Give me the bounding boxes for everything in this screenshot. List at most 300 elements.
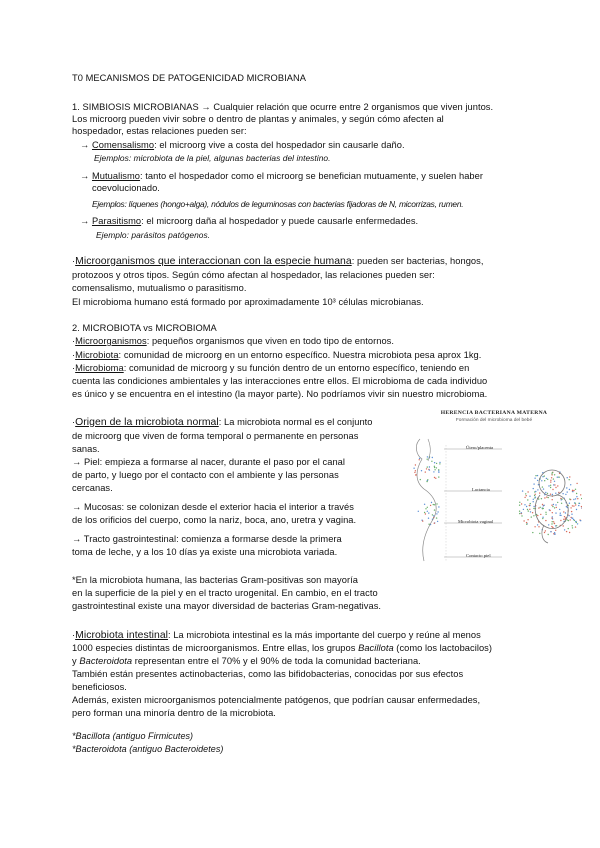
def-microorganismos: ·Microorganismos: pequeños organismos que viven en todo tipo de entornos. <box>72 336 395 346</box>
bacteria-dot <box>571 514 572 515</box>
bacteria-dot <box>550 494 551 495</box>
bacteria-dot <box>573 490 574 491</box>
mutualismo-item: → Mutualismo: tanto el hospedador como el microorg se benefician mutuamente, y suelen haber <box>80 171 483 181</box>
bacteria-dot <box>566 487 567 488</box>
origen-line: sanas. <box>72 444 100 454</box>
bacteria-dot <box>550 485 551 486</box>
bacteria-dot <box>434 462 435 463</box>
bacteria-dot <box>576 496 577 497</box>
figure-label: Útero/placenta <box>466 445 494 450</box>
bacteria-dot <box>546 496 547 497</box>
bacteria-dot <box>534 526 535 527</box>
bacteria-dot <box>525 493 526 494</box>
bacteria-dot <box>526 495 527 496</box>
bacteria-dot <box>524 497 525 498</box>
bacteria-dot <box>551 526 552 527</box>
bacteria-dot <box>522 490 523 491</box>
bacteria-dot <box>537 475 538 476</box>
bacteria-dot <box>542 517 543 518</box>
bacteria-dot <box>438 469 439 470</box>
bacteria-dot <box>572 527 573 528</box>
bacteria-dot <box>578 505 579 506</box>
figure-title: HERENCIA BACTERIANA MATERNA <box>440 410 548 416</box>
intestinal-line: Además, existen microorganismos potencialmente patógenos, que podrían causar enfermedades, <box>72 695 481 705</box>
bacteria-dot <box>566 531 567 532</box>
bacteria-dot <box>557 485 558 486</box>
origen-line: de microorg que viven de forma temporal o permanente en personas <box>72 431 359 441</box>
bacteria-dot <box>549 509 550 510</box>
bacteria-dot <box>526 522 527 523</box>
bacteria-dot <box>554 484 555 485</box>
intestinal-line: beneficiosos. <box>72 682 127 692</box>
bacteria-dot <box>431 461 432 462</box>
bacteria-dot <box>550 480 551 481</box>
bacteria-dot <box>540 507 541 508</box>
bacteria-dot <box>542 476 543 477</box>
bacteria-dot <box>425 471 426 472</box>
bacteria-dot <box>438 476 439 477</box>
bacteria-dot <box>555 512 556 513</box>
figure-label: Microbiota vaginal <box>458 519 494 524</box>
bacteria-dot <box>544 497 545 498</box>
bacteria-dot <box>436 517 437 518</box>
bacteria-dot <box>437 511 438 512</box>
bacteria-dot <box>430 505 431 506</box>
bacteria-dot <box>519 511 520 512</box>
bacteria-dot <box>543 505 544 506</box>
bacteria-dot <box>438 506 439 507</box>
bacteria-dot <box>434 523 435 524</box>
section1-line: Los microorg pueden vivir sobre o dentro de plantas y animales, y según cómo afecten al <box>72 114 444 124</box>
maternal-inheritance-figure <box>406 409 582 569</box>
bacteria-dot <box>546 478 547 479</box>
bacteria-dot <box>581 506 582 507</box>
figure-subtitle: Formación del microbioma del bebé <box>455 418 533 423</box>
bacteria-dot <box>523 520 524 521</box>
bacteria-dot <box>432 514 433 515</box>
bacteria-dot <box>545 520 546 521</box>
bacteria-dot <box>567 477 568 478</box>
bacteria-dot <box>547 493 548 494</box>
origen-para: ·Origen de la microbiota normal: La microbiota normal es el conjunto <box>72 417 373 428</box>
bacteria-dot <box>519 513 520 514</box>
bacteria-dot <box>557 502 558 503</box>
bacteria-dot <box>551 517 552 518</box>
bacteria-dot <box>560 520 561 521</box>
bacteria-dot <box>544 480 545 481</box>
def-term: Microorganismos <box>75 336 147 346</box>
bacteria-dot <box>561 498 562 499</box>
comensalismo-example: Ejemplos: microbiota de la piel, algunas bacterias del intestino. <box>94 153 331 163</box>
bacteria-dot <box>569 532 570 533</box>
bacteria-dot <box>572 490 573 491</box>
bacteria-dot <box>542 486 543 487</box>
bacteria-dot <box>433 471 434 472</box>
bacteria-dot <box>527 509 528 510</box>
bacteria-dot <box>533 488 534 489</box>
bacteria-dot <box>415 474 416 475</box>
bacteria-dot <box>570 484 571 485</box>
bacteria-dot <box>560 513 561 514</box>
bacteria-dot <box>427 456 428 457</box>
bacteria-dot <box>431 502 432 503</box>
bacteria-dot <box>568 528 569 529</box>
bacteria-dots <box>413 456 582 535</box>
bacteria-dot <box>526 524 527 525</box>
bacteria-dot <box>538 526 539 527</box>
gram-note-line: en la superficie de la piel y en el tracto urogenital. En cambio, en el tracto <box>72 588 378 598</box>
bacteria-dot <box>531 516 532 517</box>
bacteria-dot <box>532 512 533 513</box>
bacteria-dot <box>552 512 553 513</box>
bacteria-dot <box>435 478 436 479</box>
bacteria-dot <box>434 467 435 468</box>
def-microbioma: ·Microbioma: comunidad de microorg y su función dentro de un entorno específico, teniendo en <box>72 363 470 373</box>
bacteria-dot <box>552 506 553 507</box>
bacteria-dot <box>564 529 565 530</box>
bacteria-dot <box>569 489 570 490</box>
bacteria-dot <box>563 525 564 526</box>
bacteria-dot <box>427 507 428 508</box>
bacteria-dot <box>519 505 520 506</box>
bacteria-dot <box>564 516 565 517</box>
bacteria-dot <box>565 512 566 513</box>
footnote: *Bacillota (antiguo Firmicutes) <box>72 731 194 741</box>
bacteria-dot <box>555 487 556 488</box>
bacteria-dot <box>434 466 435 467</box>
intestinal-term: Microbiota intestinal <box>75 630 169 641</box>
bacteria-dot <box>576 493 577 494</box>
piel-line: → Piel: empieza a formarse al nacer, durante el paso por el canal <box>72 457 346 467</box>
bacteria-dot <box>541 480 542 481</box>
section1-heading: 1. SIMBIOSIS MICROBIANAS → Cualquier relación que ocurre entre 2 organismos que viven juntos. <box>72 102 494 112</box>
tracto-line: toma de leche, y a los 10 días ya existe una microbiota variada. <box>72 547 338 557</box>
bacteria-dot <box>571 517 572 518</box>
bacteria-dot <box>568 520 569 521</box>
mucosas-line: de los orificios del cuerpo, como la nariz, boca, ano, uretra y vagina. <box>72 515 357 525</box>
bacteria-dot <box>415 464 416 465</box>
bacteria-dot <box>532 532 533 533</box>
mutualismo-example: Ejemplos: líquenes (hongo+alga), nódulos de leguminosas con bacterias fijadoras de N, micorrizas, rumen. <box>92 199 464 209</box>
bacteria-dot <box>576 522 577 523</box>
interaction-line: protozoos y otros tipos. Según cómo afectan al hospedador, las relaciones pueden ser: <box>72 270 435 280</box>
bacteria-dot <box>533 506 534 507</box>
bacteria-dot <box>438 472 439 473</box>
bacteria-dot <box>551 477 552 478</box>
bacteria-dot <box>533 499 534 500</box>
bacteria-dot <box>424 512 425 513</box>
bacteria-dot <box>552 516 553 517</box>
bacteria-dot <box>533 483 534 484</box>
bacteria-dot <box>558 492 559 493</box>
bacteria-dot <box>579 503 580 504</box>
bacteria-dot <box>552 472 553 473</box>
bacteria-dot <box>538 498 539 499</box>
bacteria-dot <box>545 514 546 515</box>
bacteria-dot <box>521 512 522 513</box>
bacteria-dot <box>574 520 575 521</box>
bacteria-dot <box>539 533 540 534</box>
bacteria-dot <box>557 477 558 478</box>
section2-heading: 2. MICROBIOTA vs MICROBIOMA <box>72 323 217 333</box>
tracto-line: → Tracto gastrointestinal: comienza a formarse desde la primera <box>72 534 342 544</box>
bacteria-dot <box>575 498 576 499</box>
figure-illustration <box>406 409 582 569</box>
bacteria-dot <box>552 499 553 500</box>
bacteria-dot <box>553 521 554 522</box>
intestinal-line: También están presentes actinobacterias, como las bifidobacterias, conocidas por sus efectos <box>72 669 464 679</box>
bacteria-dot <box>543 508 544 509</box>
bacteria-dot <box>537 480 538 481</box>
bacteria-dot <box>550 487 551 488</box>
bacteria-dot <box>562 493 563 494</box>
intestinal-para: ·Microbiota intestinal: La microbiota intestinal es la más importante del cuerpo y reúne al menos <box>72 630 481 641</box>
bacteria-dot <box>528 510 529 511</box>
bacteria-dot <box>577 498 578 499</box>
bacteria-dot <box>573 505 574 506</box>
bacteria-dot <box>529 496 530 497</box>
section1-line: hospedador, estas relaciones pueden ser: <box>72 126 247 136</box>
bacteria-dot <box>434 504 435 505</box>
bacteria-dot <box>575 489 576 490</box>
bacteria-dot <box>550 531 551 532</box>
bacteria-dot <box>540 514 541 515</box>
bacteria-dot <box>427 511 428 512</box>
bacteria-dot <box>572 525 573 526</box>
intestinal-line: 1000 especies distintas de microorganismos. Entre ellas, los grupos Bacillota (como los lactobacilos) <box>72 643 493 653</box>
mucosas-line: → Mucosas: se colonizan desde el exterior hacia el interior a través <box>72 502 354 512</box>
bacteria-dot <box>534 478 535 479</box>
bacteria-dot <box>553 533 554 534</box>
bacteria-dot <box>544 475 545 476</box>
bacteria-dot <box>569 476 570 477</box>
doc-title: T0 MECANISMOS DE PATOGENICIDAD MICROBIANA <box>72 73 306 83</box>
bacteria-dot <box>566 506 567 507</box>
bacteria-dot <box>554 507 555 508</box>
parasitismo-term: Parasitismo <box>91 216 142 226</box>
bacteria-dot <box>552 489 553 490</box>
bacteria-dot <box>545 530 546 531</box>
bacteria-dot <box>551 473 552 474</box>
mother-outline <box>416 439 436 561</box>
bacteria-dot <box>538 507 539 508</box>
bacteria-dot <box>436 513 437 514</box>
bacteria-dot <box>436 503 437 504</box>
def-term: Microbiota <box>75 350 119 360</box>
bacteria-dot <box>542 504 543 505</box>
bacteria-dot <box>535 491 536 492</box>
bacteria-dot <box>426 468 427 469</box>
bacteria-dot <box>572 491 573 492</box>
bacteria-dot <box>544 532 545 533</box>
bacteria-dot <box>437 521 438 522</box>
mutualismo-term: Mutualismo <box>91 171 141 181</box>
bacteria-dot <box>434 477 435 478</box>
bacteria-dot <box>424 504 425 505</box>
bacteria-dot <box>567 491 568 492</box>
bacteria-dot <box>523 509 524 510</box>
bacteria-dot <box>533 501 534 502</box>
bacteria-dot <box>537 524 538 525</box>
intestinal-line: pero forman una minoría dentro de la microbiota. <box>72 708 276 718</box>
bacteria-dot <box>552 494 553 495</box>
bacteria-dot <box>559 515 560 516</box>
bacteria-dot <box>556 507 557 508</box>
bacteria-dot <box>553 504 554 505</box>
bacteria-dot <box>542 518 543 519</box>
interaction-para: ·Microorganismos que interaccionan con la especie humana: pueden ser bacterias, hongos, <box>72 256 484 267</box>
bacteria-dot <box>548 534 549 535</box>
bacteria-dot <box>576 509 577 510</box>
bacteria-dot <box>427 459 428 460</box>
bacteria-dot <box>534 495 535 496</box>
parasitismo-item: → Parasitismo: el microorg daña al hospedador y puede causarle enfermedades. <box>80 216 419 226</box>
piel-line: cercanas. <box>72 483 113 493</box>
bacteria-dot <box>527 499 528 500</box>
bacteria-dot <box>420 479 421 480</box>
bacteria-dot <box>563 519 564 520</box>
bacteria-dot <box>553 478 554 479</box>
bacteria-dot <box>527 519 528 520</box>
bacteria-dot <box>552 527 553 528</box>
bacteria-dot <box>436 463 437 464</box>
interaction-line: comensalismo, mutualismo o parasitismo. <box>72 283 247 293</box>
bacteria-dot <box>429 466 430 467</box>
def-microbioma-line: cuenta las condiciones ambientales y las interacciones entre ellos. El microbioma de cada individuo <box>72 376 488 386</box>
bacteria-dot <box>547 479 548 480</box>
bacteria-dot <box>565 494 566 495</box>
bacteria-dot <box>541 498 542 499</box>
bacteria-dot <box>572 505 573 506</box>
bacteria-dot <box>521 515 522 516</box>
bacteria-dot <box>429 469 430 470</box>
bacteria-dot <box>576 483 577 484</box>
gram-note-line: gastrointestinal existe una mayor diversidad de bacterias Gram-negativas. <box>72 601 382 611</box>
interaction-line: El microbioma humano está formado por aproximadamente 10³ células microbianas. <box>72 297 424 307</box>
bacteria-dot <box>434 509 435 510</box>
bacteria-dot <box>569 498 570 499</box>
bacteria-dot <box>548 485 549 486</box>
bacteria-dot <box>521 503 522 504</box>
piel-line: de parto, y luego por el contacto con el ambiente y las personas <box>72 470 339 480</box>
bacteria-dot <box>555 493 556 494</box>
bacteria-dot <box>548 524 549 525</box>
bacteria-dot <box>554 533 555 534</box>
bacteria-dot <box>573 499 574 500</box>
bacteria-dot <box>533 515 534 516</box>
bacteria-dot <box>575 504 576 505</box>
parasitismo-example: Ejemplo: parásitos patógenos. <box>96 230 211 240</box>
bacteria-dot <box>551 505 552 506</box>
bacteria-dot <box>537 489 538 490</box>
bacteria-dot <box>568 515 569 516</box>
bacteria-dot <box>555 504 556 505</box>
bacteria-dot <box>580 520 581 521</box>
bacteria-dot <box>439 463 440 464</box>
bacteria-dot <box>425 508 426 509</box>
bacteria-dot <box>426 481 427 482</box>
bacteria-dot <box>419 459 420 460</box>
bacteria-dot <box>421 470 422 471</box>
bacteria-dot <box>524 504 525 505</box>
footnote: *Bacteroidota (antiguo Bacteroidetes) <box>72 744 224 754</box>
def-microbioma-line: es único y se encuentra en el intestino (la mayor parte). No podríamos vivir sin nuestro microbioma. <box>72 389 488 399</box>
bacteria-dot <box>529 505 530 506</box>
gram-note-line: *En la microbiota humana, las bacterias Gram-positivas son mayoría <box>72 575 358 585</box>
bacteria-dot <box>575 503 576 504</box>
bacteria-dot <box>581 498 582 499</box>
comensalismo-term: Comensalismo <box>91 140 155 150</box>
bacteria-dot <box>543 488 544 489</box>
bacteria-dot <box>519 502 520 503</box>
bacteria-dot <box>575 526 576 527</box>
bacteria-dot <box>535 475 536 476</box>
bacteria-dot <box>552 521 553 522</box>
bacteria-dot <box>535 494 536 495</box>
bacteria-dot <box>553 484 554 485</box>
intestinal-line: y Bacteroidota representan entre el 70% y el 90% de toda la comunidad bacteriana. <box>72 656 421 666</box>
bacteria-dot <box>571 511 572 512</box>
bacteria-dot <box>555 525 556 526</box>
origen-term: Origen de la microbiota normal <box>75 417 219 428</box>
bacteria-dot <box>529 509 530 510</box>
bacteria-dot <box>436 467 437 468</box>
bacteria-dot <box>413 468 414 469</box>
bacteria-dot <box>530 511 531 512</box>
bacteria-dot <box>569 503 570 504</box>
bacteria-dot <box>577 523 578 524</box>
bacteria-dot <box>439 462 440 463</box>
bacteria-dot <box>559 509 560 510</box>
bacteria-dot <box>533 508 534 509</box>
comensalismo-item: → Comensalismo: el microorg vive a costa del hospedador sin causarle daño. <box>80 140 405 150</box>
bacteria-dot <box>554 523 555 524</box>
bacteria-dot <box>554 481 555 482</box>
bacteria-dot <box>548 497 549 498</box>
bacteria-dot <box>570 507 571 508</box>
bacteria-dot <box>418 511 419 512</box>
bacteria-dot <box>425 513 426 514</box>
bacteria-dot <box>422 520 423 521</box>
bacteria-dot <box>535 497 536 498</box>
bacteria-dot <box>427 479 428 480</box>
bacteria-dot <box>432 457 433 458</box>
figure-label: Lactancia <box>472 487 490 492</box>
bacteria-dot <box>537 515 538 516</box>
bacteria-dot <box>434 469 435 470</box>
bacteria-dot <box>526 506 527 507</box>
bacteria-dot <box>527 491 528 492</box>
bacteria-dot <box>539 492 540 493</box>
bacteria-dot <box>415 470 416 471</box>
bacteria-dot <box>563 511 564 512</box>
bacteria-dot <box>550 481 551 482</box>
bacteria-dot <box>545 492 546 493</box>
bacteria-dot <box>428 512 429 513</box>
bacteria-dot <box>561 503 562 504</box>
bacteria-dot <box>551 523 552 524</box>
figure-label: Contacto piel <box>466 553 491 558</box>
bacteria-dot <box>530 503 531 504</box>
bacteria-dot <box>580 494 581 495</box>
bacteria-dot <box>555 530 556 531</box>
bacteria-dot <box>427 466 428 467</box>
bacteria-dot <box>558 476 559 477</box>
def-term: Microbioma <box>75 363 124 373</box>
bacteria-dot <box>428 518 429 519</box>
bacteria-dot <box>569 479 570 480</box>
bacteria-dot <box>554 474 555 475</box>
